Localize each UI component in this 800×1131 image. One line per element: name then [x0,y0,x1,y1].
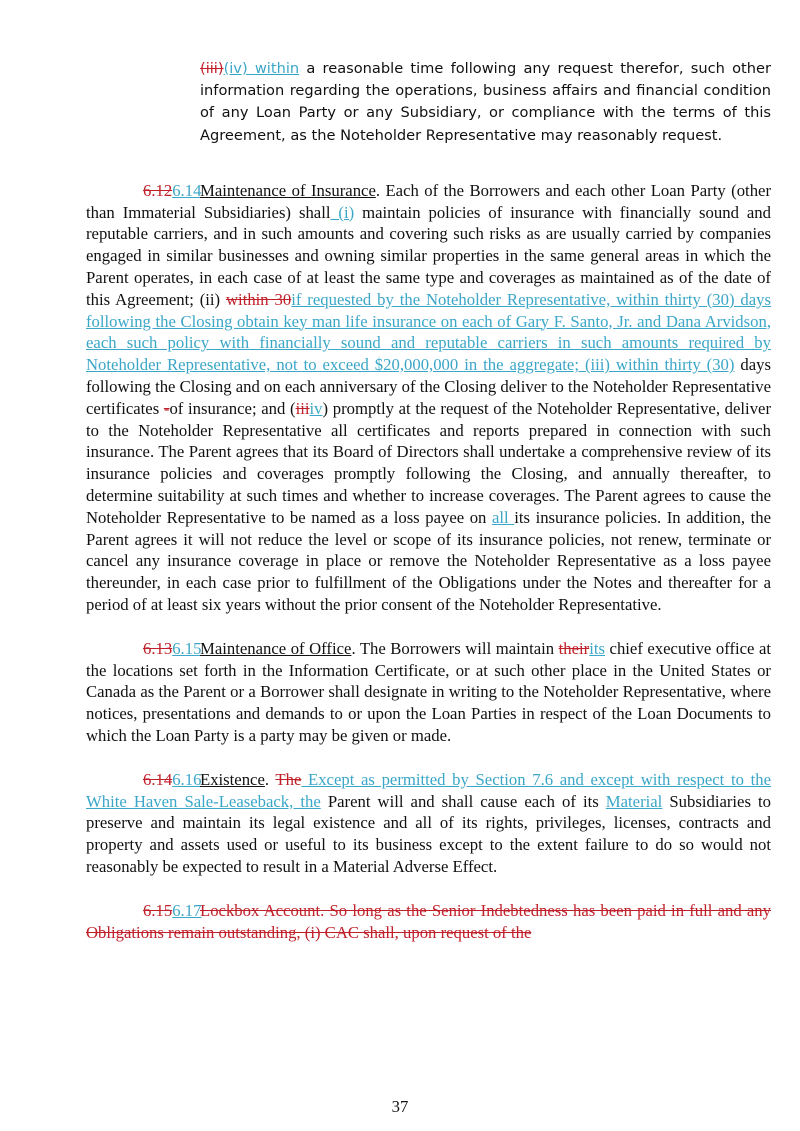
section-6-14 [86,180,771,616]
inserted-text: all [491,507,515,527]
deleted-section-number: 6.15 [143,900,173,920]
deleted-text: (iii) [200,60,224,77]
deleted-section-number: 6.14 [143,769,173,789]
section-heading: Maintenance of Insurance [200,180,376,200]
section-6-17 [86,900,771,944]
inserted-text: if requested by the Noteholder Representative, within thirty (30) days following the Closing obtain key man life insurance on each of Gary F. Santo, Jr. and Dana Arvidson, each such policy with financially sound and reputable carriers in such amounts required by Noteholder Representative, not to exceed $20,000,000 in the aggregate; (iii) within thirty (30) [86,289,771,375]
section-text: Parent will and shall cause each of its [320,791,606,811]
section-text: of insurance; and ( [169,398,296,418]
inserted-text: (iv) within [223,60,300,77]
section-heading: Existence [200,769,265,789]
inserted-section-number: 6.17 [172,900,202,920]
deleted-section-number: 6.13 [143,638,173,658]
inserted-section-number: 6.14 [172,180,202,200]
inserted-text: Except as permitted by Section 7.6 and except with respect to the White Haven Sale-Leaseback, the [86,769,771,811]
section-text: ) promptly at the request of the Noteholder Representative, deliver to the Noteholder Representative all certificates and reports prepared in connection with such insurance. The Parent agrees that its Board of Directors shall undertake a comprehensive review of its insurance policies and coverages promptly following the Closing, and annually thereafter, to determine suitability at such times and whether to increase coverages. The Parent agrees to cause the Noteholder Representative to be named as a loss payee on [86,398,772,527]
deleted-section-heading: Lockbox Account [200,900,321,920]
inserted-text: Material [605,791,663,811]
section-text: days following the Closing and on each anniversary of the Closing deliver to the Noteholder Representative certificates [86,355,772,418]
inserted-text: its [589,638,606,658]
inserted-text: iv [309,398,323,418]
inserted-text: (i) [330,202,355,222]
section-number [86,769,200,791]
clause-text: a reasonable time following any request therefor, such other information regarding the operations, business affairs and financial condition of any Loan Party or any Subsidiary, or compliance with the terms of this Agreement, as the Noteholder Representative may reasonably request. [200,60,771,144]
inserted-section-number: 6.16 [172,769,202,789]
section-text: maintain policies of insurance with financially sound and reputable carriers, and in such amounts and covering such risks as are usually carried by companies engaged in similar businesses and owning similar properties in the same general areas in which the Parent operates, in each case of at least the same type and coverages as maintained as of the date of this Agreement; (ii) [86,202,771,309]
section-text: Subsidiaries to preserve and maintain its legal existence and all of its rights, privileges, licenses, contracts and property and assets used or useful to its business except to the extent failure to do so would not reasonably be expected to result in a Material Adverse Effect. [86,791,771,876]
deleted-text: . So long as the Senior Indebtedness has been paid in full and any Obligations remain outstanding, (i) CAC shall, upon request of the [86,900,771,942]
deleted-text: - [163,398,170,418]
page-number: 37 [391,1097,409,1116]
section-6-15 [86,638,771,747]
section-text: . The Borrowers will maintain [351,638,559,658]
deleted-text: their [558,638,590,658]
section-6-16 [86,769,771,878]
section-text: its insurance policies. In addition, the Parent agrees it will not reduce the level or scope of its insurance policies, not renew, terminate or cancel any insurance coverage in place or remove the Noteholder Representative as a loss payee thereunder, in each case prior to fulfillment of the Obligations under the Notes and thereafter for a period of at least six years without the prior consent of the Noteholder Representative. [86,507,771,614]
intro-clause [200,58,771,147]
section-number [86,900,200,922]
section-text: . [264,769,276,789]
deleted-section-number: 6.12 [143,180,173,200]
deleted-text: The [275,769,302,789]
section-heading: Maintenance of Office [200,638,352,658]
section-number [86,638,200,660]
deleted-text: within 30 [226,289,292,309]
deleted-text: iii [295,398,310,418]
section-text: chief executive office at the locations set forth in the Information Certificate, or at such other place in the United States or Canada as the Parent or a Borrower shall designate in writing to the Noteholder Representative, where notices, presentations and demands to or upon the Loan Parties in respect of the Loan Documents to which the Loan Party is a party may be given or made. [86,638,772,745]
section-text: . Each of the Borrowers and each other Loan Party (other than Immaterial Subsidiaries) shall [86,180,771,222]
section-number [86,180,200,202]
inserted-section-number: 6.15 [172,638,202,658]
